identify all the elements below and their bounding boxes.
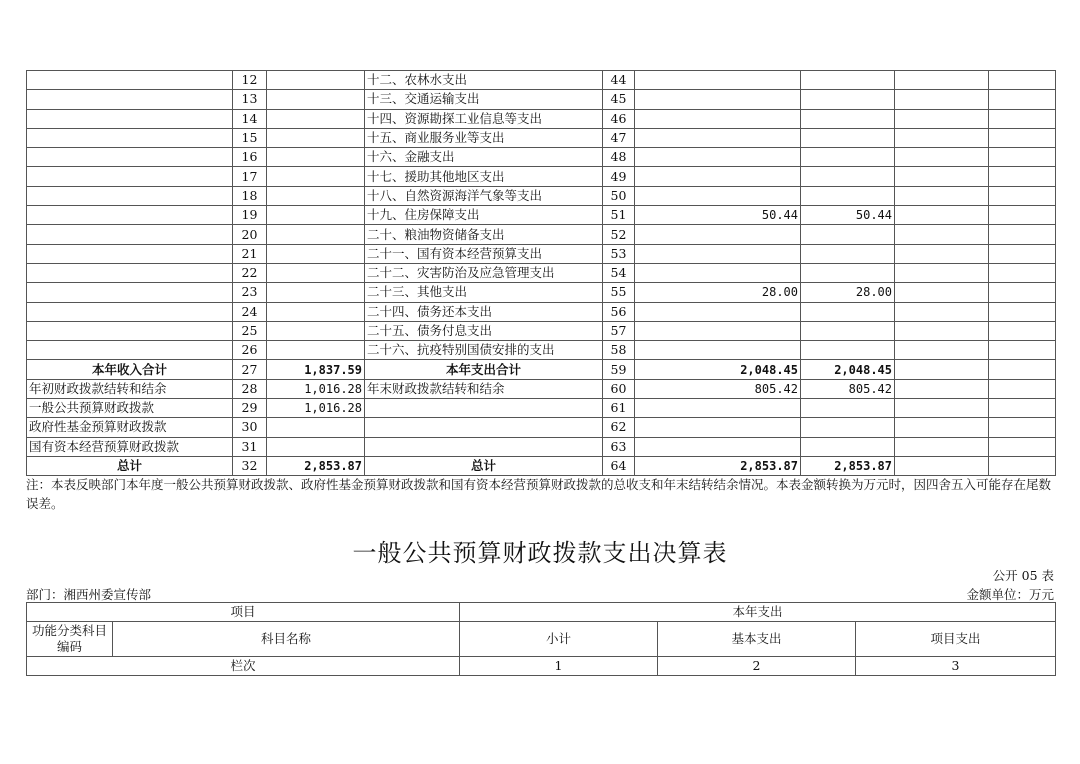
expense-line-no: 47 bbox=[603, 128, 635, 147]
income-amount bbox=[267, 109, 365, 128]
table-row bbox=[27, 456, 1056, 475]
expense-extra-1 bbox=[895, 379, 989, 398]
expense-subtotal bbox=[801, 71, 895, 90]
income-line-no: 30 bbox=[233, 418, 267, 437]
table-row bbox=[27, 379, 1056, 398]
column-index-2: 2 bbox=[658, 657, 856, 676]
income-amount bbox=[267, 148, 365, 167]
table-row bbox=[27, 360, 1056, 379]
expense-extra-1 bbox=[895, 186, 989, 205]
income-amount bbox=[267, 341, 365, 360]
expense-total: 2,048.45 bbox=[635, 360, 801, 379]
income-line-no: 27 bbox=[233, 360, 267, 379]
income-item bbox=[27, 302, 233, 321]
department-label: 部门：湘西州委宣传部 bbox=[26, 587, 152, 602]
expense-line-no: 61 bbox=[603, 399, 635, 418]
expense-line-no: 53 bbox=[603, 244, 635, 263]
expense-item: 二十三、其他支出 bbox=[365, 283, 603, 302]
header-project: 项目 bbox=[27, 603, 460, 622]
income-line-no: 17 bbox=[233, 167, 267, 186]
expense-subtotal bbox=[801, 302, 895, 321]
expense-extra-1 bbox=[895, 341, 989, 360]
table-row bbox=[27, 399, 1056, 418]
expense-line-no: 55 bbox=[603, 283, 635, 302]
expense-line-no: 57 bbox=[603, 321, 635, 340]
expense-extra-2 bbox=[989, 148, 1056, 167]
expense-extra-1 bbox=[895, 128, 989, 147]
expense-item: 十九、住房保障支出 bbox=[365, 206, 603, 225]
expense-subtotal bbox=[801, 109, 895, 128]
expense-item bbox=[365, 418, 603, 437]
income-line-no: 26 bbox=[233, 341, 267, 360]
expense-extra-2 bbox=[989, 167, 1056, 186]
income-line-no: 29 bbox=[233, 399, 267, 418]
expense-total bbox=[635, 399, 801, 418]
expense-subtotal bbox=[801, 341, 895, 360]
expense-total bbox=[635, 418, 801, 437]
expense-extra-1 bbox=[895, 418, 989, 437]
income-item bbox=[27, 186, 233, 205]
income-line-no: 28 bbox=[233, 379, 267, 398]
expense-total bbox=[635, 167, 801, 186]
expense-subtotal: 50.44 bbox=[801, 206, 895, 225]
expense-item: 二十四、债务还本支出 bbox=[365, 302, 603, 321]
header-item-name: 科目名称 bbox=[113, 622, 460, 657]
income-item bbox=[27, 128, 233, 147]
expense-line-no: 64 bbox=[603, 456, 635, 475]
expense-extra-2 bbox=[989, 360, 1056, 379]
income-line-no: 25 bbox=[233, 321, 267, 340]
expense-subtotal bbox=[801, 437, 895, 456]
income-line-no: 32 bbox=[233, 456, 267, 475]
expense-line-no: 51 bbox=[603, 206, 635, 225]
expense-extra-2 bbox=[989, 302, 1056, 321]
table-row bbox=[27, 90, 1056, 109]
income-line-no: 21 bbox=[233, 244, 267, 263]
expense-extra-1 bbox=[895, 302, 989, 321]
table-row bbox=[27, 71, 1056, 90]
income-line-no: 23 bbox=[233, 283, 267, 302]
table-row bbox=[27, 128, 1056, 147]
expense-subtotal bbox=[801, 244, 895, 263]
expense-total bbox=[635, 437, 801, 456]
income-amount bbox=[267, 128, 365, 147]
expense-extra-1 bbox=[895, 206, 989, 225]
expense-extra-2 bbox=[989, 456, 1056, 475]
income-amount bbox=[267, 302, 365, 321]
expense-item: 二十六、抗疫特别国债安排的支出 bbox=[365, 341, 603, 360]
table-row bbox=[27, 186, 1056, 205]
expense-line-no: 49 bbox=[603, 167, 635, 186]
income-line-no: 14 bbox=[233, 109, 267, 128]
income-amount: 1,016.28 bbox=[267, 399, 365, 418]
expense-line-no: 59 bbox=[603, 360, 635, 379]
expense-line-no: 58 bbox=[603, 341, 635, 360]
income-line-no: 20 bbox=[233, 225, 267, 244]
expense-extra-1 bbox=[895, 437, 989, 456]
income-line-no: 12 bbox=[233, 71, 267, 90]
expense-total bbox=[635, 128, 801, 147]
table-row bbox=[27, 225, 1056, 244]
table-row bbox=[27, 341, 1056, 360]
expense-line-no: 46 bbox=[603, 109, 635, 128]
expense-subtotal bbox=[801, 148, 895, 167]
expense-item: 二十二、灾害防治及应急管理支出 bbox=[365, 263, 603, 282]
expense-subtotal bbox=[801, 399, 895, 418]
expense-extra-1 bbox=[895, 283, 989, 302]
expense-extra-1 bbox=[895, 321, 989, 340]
table-row bbox=[27, 148, 1056, 167]
table-row bbox=[27, 437, 1056, 456]
expense-line-no: 54 bbox=[603, 263, 635, 282]
expense-line-no: 44 bbox=[603, 71, 635, 90]
expense-extra-2 bbox=[989, 283, 1056, 302]
income-line-no: 16 bbox=[233, 148, 267, 167]
income-amount bbox=[267, 437, 365, 456]
expense-subtotal bbox=[801, 90, 895, 109]
income-item bbox=[27, 71, 233, 90]
expense-item: 二十一、国有资本经营预算支出 bbox=[365, 244, 603, 263]
table-row bbox=[27, 418, 1056, 437]
income-line-no: 22 bbox=[233, 263, 267, 282]
income-amount bbox=[267, 283, 365, 302]
income-line-no: 19 bbox=[233, 206, 267, 225]
income-item bbox=[27, 283, 233, 302]
income-amount bbox=[267, 418, 365, 437]
expense-extra-1 bbox=[895, 167, 989, 186]
expense-extra-1 bbox=[895, 456, 989, 475]
expense-line-no: 52 bbox=[603, 225, 635, 244]
expense-extra-2 bbox=[989, 225, 1056, 244]
expense-extra-2 bbox=[989, 399, 1056, 418]
expense-extra-2 bbox=[989, 263, 1056, 282]
expense-item: 二十五、债务付息支出 bbox=[365, 321, 603, 340]
income-item bbox=[27, 148, 233, 167]
income-item bbox=[27, 109, 233, 128]
income-amount: 2,853.87 bbox=[267, 456, 365, 475]
expense-subtotal: 2,048.45 bbox=[801, 360, 895, 379]
expense-total: 805.42 bbox=[635, 379, 801, 398]
expense-extra-2 bbox=[989, 90, 1056, 109]
expense-subtotal bbox=[801, 186, 895, 205]
expense-extra-2 bbox=[989, 418, 1056, 437]
expense-line-no: 50 bbox=[603, 186, 635, 205]
income-item bbox=[27, 341, 233, 360]
expense-total bbox=[635, 71, 801, 90]
expense-total bbox=[635, 148, 801, 167]
income-item bbox=[27, 321, 233, 340]
income-item bbox=[27, 167, 233, 186]
table-row bbox=[27, 167, 1056, 186]
expense-extra-2 bbox=[989, 206, 1056, 225]
expense-extra-2 bbox=[989, 379, 1056, 398]
income-amount bbox=[267, 90, 365, 109]
section-title: 一般公共预算财政拨款支出决算表 bbox=[352, 539, 728, 567]
income-amount: 1,016.28 bbox=[267, 379, 365, 398]
expense-extra-1 bbox=[895, 399, 989, 418]
column-index-label: 栏次 bbox=[27, 657, 460, 676]
income-amount bbox=[267, 321, 365, 340]
income-amount bbox=[267, 206, 365, 225]
header-current-year: 本年支出 bbox=[460, 603, 1056, 622]
income-amount bbox=[267, 225, 365, 244]
expense-extra-1 bbox=[895, 148, 989, 167]
expense-extra-1 bbox=[895, 244, 989, 263]
income-line-no: 15 bbox=[233, 128, 267, 147]
expense-subtotal bbox=[801, 128, 895, 147]
income-amount bbox=[267, 244, 365, 263]
expense-extra-1 bbox=[895, 225, 989, 244]
income-item: 年初财政拨款结转和结余 bbox=[27, 379, 233, 398]
income-item: 一般公共预算财政拨款 bbox=[27, 399, 233, 418]
income-amount bbox=[267, 186, 365, 205]
expense-total bbox=[635, 90, 801, 109]
income-line-no: 24 bbox=[233, 302, 267, 321]
table-row bbox=[27, 263, 1056, 282]
income-item: 总计 bbox=[27, 456, 233, 475]
expense-total bbox=[635, 244, 801, 263]
expense-extra-1 bbox=[895, 71, 989, 90]
table-row bbox=[27, 302, 1056, 321]
expense-line-no: 63 bbox=[603, 437, 635, 456]
header-subtotal: 小计 bbox=[460, 622, 658, 657]
expense-total bbox=[635, 109, 801, 128]
table-row bbox=[27, 244, 1056, 263]
income-item: 本年收入合计 bbox=[27, 360, 233, 379]
expense-item: 十二、农林水支出 bbox=[365, 71, 603, 90]
income-line-no: 31 bbox=[233, 437, 267, 456]
header-function-code: 功能分类科目编码 bbox=[27, 622, 113, 657]
income-amount bbox=[267, 263, 365, 282]
form-number: 公开 05 表 bbox=[992, 568, 1054, 583]
header-basic-expense: 基本支出 bbox=[658, 622, 856, 657]
column-index-3: 3 bbox=[856, 657, 1056, 676]
expense-subtotal: 805.42 bbox=[801, 379, 895, 398]
expense-extra-2 bbox=[989, 437, 1056, 456]
expense-extra-2 bbox=[989, 109, 1056, 128]
expense-total bbox=[635, 321, 801, 340]
expense-extra-2 bbox=[989, 244, 1056, 263]
expense-extra-2 bbox=[989, 341, 1056, 360]
income-amount bbox=[267, 71, 365, 90]
expense-item: 总计 bbox=[365, 456, 603, 475]
table-note: 注：本表反映部门本年度一般公共预算财政拨款、政府性基金预算财政拨款和国有资本经营预算财政拨款的总收支和年末结转结余情况。本表金额转换为万元时，因四舍五入可能存在尾数误差。 bbox=[26, 477, 1052, 511]
expense-extra-2 bbox=[989, 71, 1056, 90]
amount-unit-label: 金额单位：万元 bbox=[966, 587, 1054, 602]
expense-total: 28.00 bbox=[635, 283, 801, 302]
expense-line-no: 60 bbox=[603, 379, 635, 398]
expense-item: 本年支出合计 bbox=[365, 360, 603, 379]
expense-item: 十四、资源勘探工业信息等支出 bbox=[365, 109, 603, 128]
expense-subtotal: 2,853.87 bbox=[801, 456, 895, 475]
expense-total bbox=[635, 341, 801, 360]
expense-item bbox=[365, 399, 603, 418]
income-expense-table bbox=[26, 70, 1056, 476]
expense-subtotal bbox=[801, 225, 895, 244]
expense-total bbox=[635, 186, 801, 205]
expense-total: 2,853.87 bbox=[635, 456, 801, 475]
expense-item bbox=[365, 437, 603, 456]
income-item bbox=[27, 206, 233, 225]
table-row bbox=[27, 321, 1056, 340]
income-amount bbox=[267, 167, 365, 186]
expense-line-no: 56 bbox=[603, 302, 635, 321]
expense-line-no: 62 bbox=[603, 418, 635, 437]
general-budget-expenditure-table bbox=[26, 602, 1056, 676]
expense-total bbox=[635, 302, 801, 321]
income-amount: 1,837.59 bbox=[267, 360, 365, 379]
expense-item: 十五、商业服务业等支出 bbox=[365, 128, 603, 147]
expense-subtotal bbox=[801, 418, 895, 437]
column-index-1: 1 bbox=[460, 657, 658, 676]
expense-extra-1 bbox=[895, 109, 989, 128]
expense-extra-2 bbox=[989, 186, 1056, 205]
expense-item: 十八、自然资源海洋气象等支出 bbox=[365, 186, 603, 205]
income-item: 政府性基金预算财政拨款 bbox=[27, 418, 233, 437]
expense-item: 十七、援助其他地区支出 bbox=[365, 167, 603, 186]
income-item bbox=[27, 244, 233, 263]
expense-total bbox=[635, 263, 801, 282]
expense-item: 年末财政拨款结转和结余 bbox=[365, 379, 603, 398]
expense-extra-1 bbox=[895, 263, 989, 282]
expense-extra-1 bbox=[895, 360, 989, 379]
expense-extra-1 bbox=[895, 90, 989, 109]
expense-line-no: 45 bbox=[603, 90, 635, 109]
table-row bbox=[27, 109, 1056, 128]
expense-item: 十六、金融支出 bbox=[365, 148, 603, 167]
income-item: 国有资本经营预算财政拨款 bbox=[27, 437, 233, 456]
expense-subtotal bbox=[801, 321, 895, 340]
income-item bbox=[27, 225, 233, 244]
income-line-no: 13 bbox=[233, 90, 267, 109]
expense-subtotal bbox=[801, 167, 895, 186]
income-line-no: 18 bbox=[233, 186, 267, 205]
expense-extra-2 bbox=[989, 321, 1056, 340]
table-row bbox=[27, 206, 1056, 225]
header-project-expense: 项目支出 bbox=[856, 622, 1056, 657]
expense-line-no: 48 bbox=[603, 148, 635, 167]
expense-item: 十三、交通运输支出 bbox=[365, 90, 603, 109]
expense-total: 50.44 bbox=[635, 206, 801, 225]
table-row bbox=[27, 283, 1056, 302]
expense-total bbox=[635, 225, 801, 244]
income-item bbox=[27, 90, 233, 109]
expense-item: 二十、粮油物资储备支出 bbox=[365, 225, 603, 244]
expense-subtotal: 28.00 bbox=[801, 283, 895, 302]
income-item bbox=[27, 263, 233, 282]
expense-extra-2 bbox=[989, 128, 1056, 147]
expense-subtotal bbox=[801, 263, 895, 282]
